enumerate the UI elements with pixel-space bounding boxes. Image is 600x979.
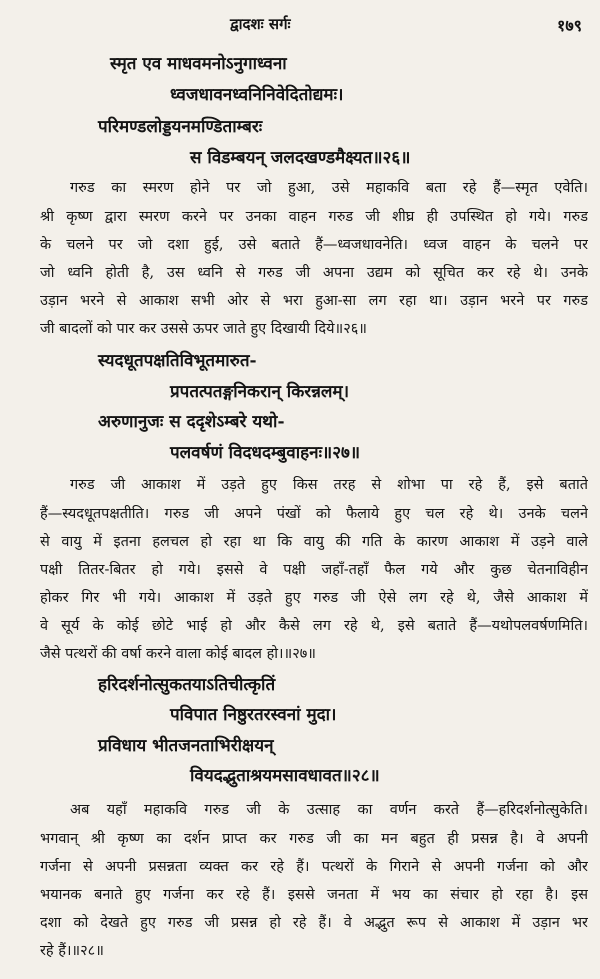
commentary-line: गरुड का स्मरण होने पर जो हुआ, उसे महाकवि बता रहे हैं—स्मृत एवेति। bbox=[70, 180, 588, 196]
commentary-line: श्री कृष्ण द्वारा स्मरण करने पर उनका वाहन गरुड जी शीघ्र ही उपस्थित हो गये। गरुड bbox=[40, 209, 588, 225]
verse-line: प्रपतत्पतङ्गनिकरान् किरन्नलम्। bbox=[170, 382, 350, 402]
running-title: द्वादशः सर्गः bbox=[230, 15, 291, 33]
verse-line: प्रविधाय भीतजनताभिरीक्षयन् bbox=[98, 736, 274, 756]
verse-line: ध्वजधावनध्वनिनिवेदितोद्यमः। bbox=[170, 85, 344, 105]
commentary-line: उड़ान भरने से आकाश सभी ओर से भरा हुआ-सा लग रहा था। उड़ान भरने पर गरुड bbox=[40, 293, 588, 309]
verse-line: हरिदर्शनोत्सुकतयाऽतिचीत्कृतिं bbox=[98, 675, 276, 695]
commentary-line: से वायु में इतना हलचल हो रहा था कि वायु की गति के कारण आकाश में उड़ने वाले bbox=[40, 534, 588, 550]
verse-line: पविपात निष्ठुरतरस्वनां मुदा। bbox=[170, 705, 337, 725]
commentary-line: पक्षी तितर-बितर हो गये। इससे वे पक्षी जहाँ-तहाँ फैल गये और कुछ चेतनाविहीन bbox=[40, 562, 588, 578]
verse-line: स विडम्बयन् जलदखण्डमैक्ष्यत॥२६॥ bbox=[190, 148, 411, 168]
commentary-line: जो ध्वनि होती है, उस ध्वनि से गरुड जी अपना उद्यम को सूचित कर रहे थे। उनके bbox=[40, 265, 588, 281]
commentary-line: हैं—स्यदधूतपक्षतीति। गरुड जी अपने पंखों को फैलाये हुए चल रहे थे। उनके चलने bbox=[40, 506, 588, 522]
commentary-line: भगवान् श्री कृष्ण का दर्शन प्राप्त कर गरुड जी का मन बहुत ही प्रसन्न है। वे अपनी bbox=[40, 831, 588, 847]
page-number: १७९ bbox=[557, 16, 582, 35]
verse-line: परिमण्डलोड्डयनमण्डिताम्बरः bbox=[98, 117, 263, 137]
commentary-line: दशा को देखते हुए गरुड जी प्रसन्न हो रहे हैं। वे अद्भुत रूप से आकाश में उड़ान भर bbox=[40, 915, 588, 931]
commentary-line: होकर गिर भी गये। आकाश में उड़ते हुए गरुड जी ऐसे लग रहे थे, जैसे आकाश में bbox=[40, 590, 588, 606]
commentary-line: जी बादलों को पार कर उससे ऊपर जाते हुए दिखायी दिये॥२६॥ bbox=[40, 321, 367, 337]
commentary-line: गरुड जी आकाश में उड़ते हुए किस तरह से शोभा पा रहे हैं, इसे बताते bbox=[70, 477, 588, 493]
verse-line: स्मृत एव माधवमनोऽनुगाध्वना bbox=[110, 54, 287, 74]
commentary-line: भयानक बनाते हुए गर्जना कर रहे हैं। इससे जनता में भय का संचार हो रहा है। इस bbox=[40, 887, 588, 903]
commentary-line: जैसे पत्थरों की वर्षा करने वाला कोई बादल हो।॥२७॥ bbox=[40, 646, 316, 662]
commentary-line: के चलने पर जो दशा हुई, उसे बताते हैं—ध्वजधावनेति। ध्वज वाहन के चलने पर bbox=[40, 237, 588, 253]
commentary-line: अब यहाँ महाकवि गरुड जी के उत्साह का वर्णन करते हैं—हरिदर्शनोत्सुकेति। bbox=[70, 802, 588, 818]
verse-line: अरुणानुजः स ददृशेऽम्बरे यथो- bbox=[98, 412, 285, 432]
verse-line: स्यदधूतपक्षतिविभूतमारुत- bbox=[98, 351, 257, 371]
verse-line: पलवर्षणं विदधदम्बुवाहनः॥२७॥ bbox=[170, 443, 361, 463]
commentary-line: रहे हैं।॥२८॥ bbox=[40, 943, 104, 959]
commentary-line: वे सूर्य के कोई छोटे भाई हो और कैसे लग रहे थे, इसे बताते हैं—यथोपलवर्षणमिति। bbox=[40, 618, 588, 634]
verse-line: वियदद्भुताश्रयमसावधावत॥२८॥ bbox=[190, 766, 380, 786]
commentary-line: गर्जना से अपनी प्रसन्नता व्यक्त कर रहे हैं। पत्थरों के गिराने से अपनी गर्जना को और bbox=[40, 859, 588, 875]
page-header bbox=[0, 14, 600, 40]
